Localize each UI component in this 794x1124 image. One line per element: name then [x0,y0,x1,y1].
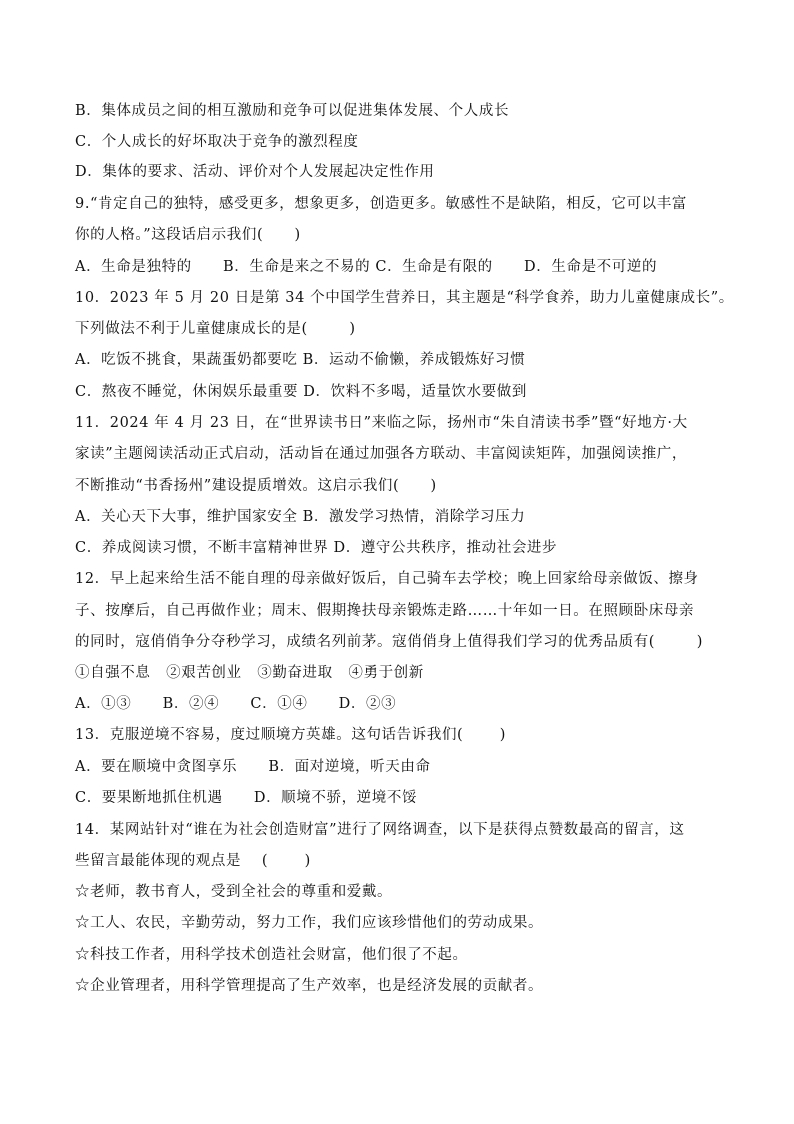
question-13-line-1: 13．克服逆境不容易，度过顺境方英雄。这句话告诉我们( ) [75,727,507,743]
question-11-options-cd: C．养成阅读习惯，不断丰富精神世界 D．遵守公共秩序，推动社会进步 [75,540,558,556]
option-b-line: B．集体成员之间的相互激励和竞争可以促进集体发展、个人成长 [75,103,510,119]
question-11-options-ab: A．关心天下大事，维护国家安全 B．激发学习热情，消除学习压力 [75,509,526,525]
question-14-comment-4: ☆企业管理者，用科学管理提高了生产效率，也是经济发展的贡献者。 [75,978,544,994]
question-11-line-2: 家读”主题阅读活动正式启动，活动旨在通过加强各方联动、丰富阅读矩阵，加强阅读推广， [75,446,688,462]
question-9-options: A．生命是独特的 B．生命是来之不易的 C．生命是有限的 D．生命是不可逆的 [75,259,658,275]
question-11-line-1: 11．2024 年 4 月 23 日，在“世界读书日”来临之际，扬州市“朱自清读书季”暨“好地方·大 [75,415,688,431]
option-d-line: D．集体的要求、活动、评价对个人发展起决定性作用 [75,164,435,180]
question-10-options-ab: A．吃饭不挑食，果蔬蛋奶都要吃 B．运动不偷懒，养成锻炼好习惯 [75,352,526,368]
question-14-comment-1: ☆老师，教书育人，受到全社会的尊重和爱戴。 [75,884,393,900]
question-13-options-ab: A．要在顺境中贪图享乐 B．面对逆境，听天由命 [75,759,431,775]
question-12-line-1: 12．早上起来给生活不能自理的母亲做好饭后，自己骑车去学校；晚上回家给母亲做饭、擦身 [75,571,699,587]
question-10-line-1: 10．2023 年 5 月 20 日是第 34 个中国学生营养日，其主题是“科学食养，助力儿童健康成长”。 [75,290,734,306]
question-14-line-1: 14．某网站针对“谁在为社会创造财富”进行了网络调查，以下是获得点赞数最高的留言，这 [75,822,685,838]
question-9-line-2: 你的人格。”这段话启示我们( ) [75,227,301,243]
question-11-line-3: 不断推动“书香扬州”建设提质增效。这启示我们( ) [75,478,437,494]
question-13-options-cd: C．要果断地抓住机遇 D．顺境不骄，逆境不馁 [75,790,418,806]
question-12-statements: ①自强不息 ②艰苦创业 ③勤奋进取 ④勇于创新 [75,665,424,681]
question-12-line-3: 的同时，寇俏俏争分夺秒学习，成绩名列前茅。寇俏俏身上值得我们学习的优秀品质有( ) [75,634,703,650]
option-c-line: C．个人成长的好坏取决于竞争的激烈程度 [75,134,359,150]
question-14-comment-2: ☆工人、农民，辛勤劳动，努力工作，我们应该珍惜他们的劳动成果。 [75,915,544,931]
question-12-options: A．①③ B．②④ C．①④ D．②③ [75,696,397,712]
question-14-line-2: 些留言最能体现的观点是 ( ) [75,853,311,869]
question-10-options-cd: C．熬夜不睡觉，休闲娱乐最重要 D．饮料不多喝，适量饮水要做到 [75,384,527,400]
question-9-line-1: 9.“肯定自己的独特，感受更多，想象更多，创造更多。敏感性不是缺陷，相反，它可以丰富 [75,196,687,212]
question-12-line-2: 子、按摩后，自己再做作业；周末、假期搀扶母亲锻炼走路……十年如一日。在照顾卧床母亲 [75,603,695,619]
question-10-line-2: 下列做法不利于儿童健康成长的是( ) [75,321,356,337]
question-14-comment-3: ☆科技工作者，用科学技术创造社会财富，他们很了不起。 [75,947,468,963]
